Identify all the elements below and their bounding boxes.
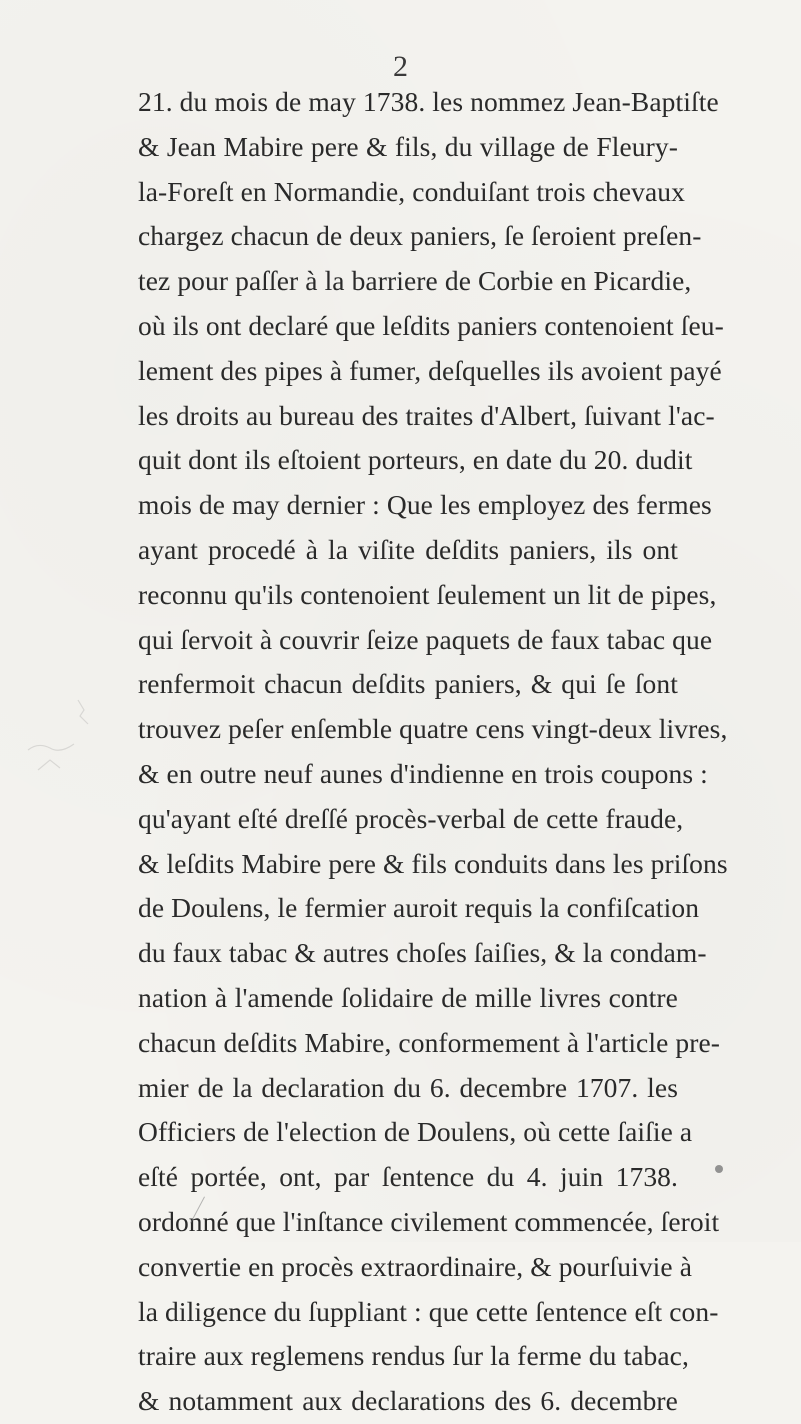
text-line-12: reconnu qu'ils contenoient ſeulement un lit de pipes, <box>138 578 717 610</box>
text-line-16: & en outre neuf aunes d'indienne en trois coupons : <box>138 757 708 789</box>
text-line-2: & Jean Mabire pere & fils, du village de Fleury- <box>138 130 678 162</box>
page-number: 2 <box>393 50 408 83</box>
text-line-20: du faux tabac & autres choſes ſaiſies, & la condam- <box>138 937 707 969</box>
text-line-19: de Doulens, le fermier auroit requis la confiſcation <box>138 892 700 924</box>
text-line-29: traire aux reglemens rendus ſur la ferme du tabac, <box>138 1340 689 1372</box>
text-line-28: la diligence du ſuppliant : que cette ſentence eſt con- <box>138 1295 719 1327</box>
text-line-4: chargez chacun de deux paniers, ſe ſeroient preſen- <box>138 220 702 252</box>
text-line-30: & notamment aux declarations des 6. decembre <box>138 1385 678 1417</box>
text-line-26: ordonné que l'inſtance civilement commencée, ſeroit <box>138 1205 720 1237</box>
show-through-marks <box>8 680 128 800</box>
text-line-14: renfermoit chacun deſdits paniers, & qui ſe ſont <box>138 668 678 700</box>
text-line-13: qui ſervoit à couvrir ſeize paquets de faux tabac que <box>138 623 713 655</box>
ink-speck <box>715 1165 723 1173</box>
text-line-24: Officiers de l'election de Doulens, où cette ſaiſie a <box>138 1116 693 1148</box>
text-line-9: quit dont ils eſtoient porteurs, en date du 20. dudit <box>138 444 693 476</box>
text-line-23: mier de la declaration du 6. decembre 1707. les <box>138 1071 678 1103</box>
text-line-25: eſté portée, ont, par ſentence du 4. juin 1738. <box>138 1161 678 1193</box>
text-line-5: tez pour paſſer à la barriere de Corbie en Picardie, <box>138 265 692 297</box>
body-text <box>138 80 728 1424</box>
text-line-3: la-Foreſt en Normandie, conduiſant trois chevaux <box>138 175 685 207</box>
text-line-6: où ils ont declaré que leſdits paniers contenoient ſeu- <box>138 309 724 341</box>
text-line-8: les droits au bureau des traites d'Albert, ſuivant l'ac- <box>138 399 715 431</box>
text-line-17: qu'ayant eſté dreſſé procès-verbal de cette fraude, <box>138 802 684 834</box>
text-line-21: nation à l'amende ſolidaire de mille livres contre <box>138 981 678 1013</box>
text-line-22: chacun deſdits Mabire, conformement à l'article pre- <box>138 1026 721 1058</box>
text-line-11: ayant procedé à la viſite deſdits paniers, ils ont <box>138 533 678 565</box>
text-line-7: lement des pipes à fumer, deſquelles ils avoient payé <box>138 354 722 386</box>
text-line-10: mois de may dernier : Que les employez des fermes <box>138 489 712 521</box>
text-line-18: & leſdits Mabire pere & fils conduits dans les priſons <box>138 847 728 879</box>
text-line-1: 21. du mois de may 1738. les nommez Jean-Baptiſte <box>138 86 719 117</box>
text-line-27: convertie en procès extraordinaire, & pourſuivie à <box>138 1250 693 1282</box>
text-line-15: trouvez peſer enſemble quatre cens vingt-deux livres, <box>138 713 728 745</box>
